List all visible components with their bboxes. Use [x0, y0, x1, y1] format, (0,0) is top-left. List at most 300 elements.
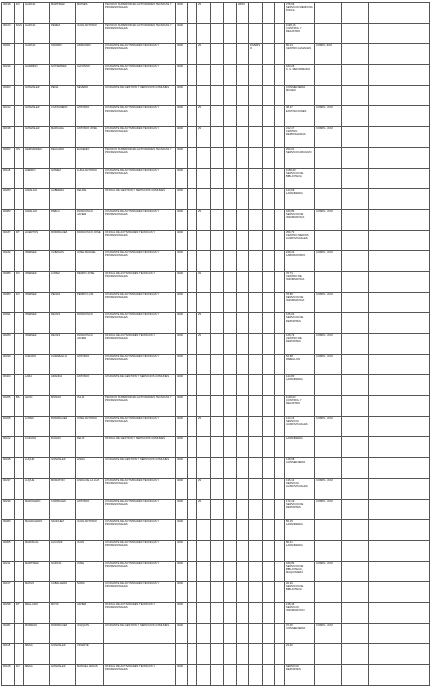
table-cell	[237, 44, 249, 65]
table-cell: ARMANDO	[76, 44, 104, 65]
table-cell: 00083	[2, 209, 15, 230]
table-cell	[237, 623, 249, 644]
table-cell: OFICIAL DE ACTIVIDADES TECNICAS Y PROFESIONALES	[104, 665, 176, 686]
table-cell: DV	[15, 3, 24, 24]
table-row	[2, 209, 430, 230]
table-cell	[285, 499, 315, 520]
table-cell	[211, 354, 224, 375]
amount-value: 212,17	[286, 127, 295, 131]
table-cell	[263, 44, 275, 65]
table-cell	[211, 251, 224, 272]
destination-label: LAVANDERIA	[286, 523, 303, 527]
table-cell	[342, 354, 369, 375]
table-cell	[211, 499, 224, 520]
amount-value: 37,00	[286, 623, 293, 627]
table-cell: AYUDANTE DE ACTIVIDADES TECNICAS Y PROFESIONALES	[104, 561, 176, 582]
table-cell	[369, 458, 430, 479]
table-cell	[285, 230, 315, 251]
table-cell: 4000	[176, 127, 188, 148]
table-cell: MARTINEZ	[50, 3, 76, 24]
table-cell	[188, 230, 197, 251]
table-cell: 00003	[2, 85, 15, 106]
table-cell	[263, 665, 275, 686]
table-cell	[263, 189, 275, 210]
table-cell	[263, 23, 275, 44]
table-cell	[197, 602, 211, 623]
table-cell	[369, 561, 430, 582]
table-cell	[315, 147, 342, 168]
table-row	[2, 65, 430, 86]
table-cell	[188, 23, 197, 44]
table-cell: CARABALLO	[50, 354, 76, 375]
table-cell: CABALLERO	[50, 582, 76, 603]
table-cell	[263, 396, 275, 417]
table-cell	[224, 313, 237, 334]
table-cell	[188, 334, 197, 355]
table-cell: 4000	[176, 189, 188, 210]
table-cell	[237, 602, 249, 623]
table-cell: 4000	[176, 375, 188, 396]
table-cell	[211, 271, 224, 292]
destination-label: SERVICIO DEPORTES	[286, 665, 301, 672]
table-cell	[15, 375, 24, 396]
table-cell	[237, 292, 249, 313]
table-cell	[275, 602, 285, 623]
table-cell	[342, 230, 369, 251]
table-cell	[285, 561, 315, 582]
table-cell	[249, 540, 263, 561]
table-cell: 29	[197, 271, 211, 292]
table-cell: JAVIER	[76, 602, 104, 623]
table-cell	[211, 375, 224, 396]
table-cell	[342, 147, 369, 168]
table-cell	[342, 478, 369, 499]
table-cell: 00083	[2, 292, 15, 313]
table-cell	[224, 127, 237, 148]
table-cell	[224, 375, 237, 396]
destination-label: LABORATORIO	[286, 254, 306, 258]
table-cell	[342, 334, 369, 355]
table-row	[2, 251, 430, 272]
table-cell	[342, 540, 369, 561]
table-cell	[249, 582, 263, 603]
table-cell	[285, 168, 315, 189]
personnel-table	[1, 2, 430, 686]
table-cell: 00298	[2, 602, 15, 623]
table-row	[2, 561, 430, 582]
destination-label: SERVICIO AUDIOVISUALES	[286, 481, 308, 488]
table-row	[2, 665, 430, 686]
table-cell	[342, 602, 369, 623]
table-cell: JULIA	[76, 396, 104, 417]
table-cell: 00065	[2, 540, 15, 561]
table-row	[2, 416, 430, 437]
table-cell: MATAS	[24, 582, 50, 603]
table-cell	[249, 520, 263, 541]
table-cell: 00118	[2, 168, 15, 189]
table-cell: DGS	[15, 23, 24, 44]
table-cell	[15, 85, 24, 106]
table-cell: 00061	[2, 44, 15, 65]
table-cell: 4000	[176, 540, 188, 561]
table-cell	[275, 582, 285, 603]
amount-value: 250,01	[286, 147, 295, 151]
table-cell	[275, 437, 285, 458]
table-cell	[285, 23, 315, 44]
table-cell	[249, 437, 263, 458]
table-cell: 4000	[176, 623, 188, 644]
table-cell	[249, 251, 263, 272]
table-cell	[263, 499, 275, 520]
table-cell: 4000	[176, 334, 188, 355]
table-cell: JOAQUIN	[76, 623, 104, 644]
table-row	[2, 499, 430, 520]
table-cell	[197, 582, 211, 603]
table-cell	[237, 23, 249, 44]
table-cell: LOZANO	[24, 437, 50, 458]
table-cell: COMPL. JCM	[315, 354, 342, 375]
table-cell	[211, 644, 224, 665]
table-cell	[211, 292, 224, 313]
table-cell	[369, 85, 430, 106]
table-row	[2, 644, 430, 665]
table-cell	[197, 623, 211, 644]
table-cell: JIMENEZ	[24, 313, 50, 334]
table-cell: GARCIA	[24, 44, 50, 65]
table-cell	[285, 106, 315, 127]
table-cell	[275, 334, 285, 355]
table-cell	[342, 623, 369, 644]
table-cell	[275, 561, 285, 582]
table-cell	[188, 354, 197, 375]
table-cell	[249, 623, 263, 644]
table-cell	[211, 65, 224, 86]
table-cell	[237, 540, 249, 561]
table-cell	[211, 313, 224, 334]
table-cell	[315, 437, 342, 458]
table-cell	[197, 437, 211, 458]
table-cell: 4000	[176, 665, 188, 686]
table-cell	[197, 23, 211, 44]
destination-label: LAVANDERIA	[286, 543, 303, 547]
table-cell	[15, 106, 24, 127]
table-cell	[369, 313, 430, 334]
table-cell	[237, 230, 249, 251]
table-cell: LINDA DE LA LUZ	[76, 478, 104, 499]
table-cell	[285, 85, 315, 106]
table-cell	[315, 168, 342, 189]
destination-label: CENTRO DE DEPORTES	[286, 337, 302, 344]
table-cell	[275, 540, 285, 561]
table-cell	[188, 540, 197, 561]
table-cell: 00211	[2, 561, 15, 582]
table-cell	[188, 375, 197, 396]
table-cell: AYUDANTE DE ACTIVIDADES TECNICAS Y PROFESIONALES	[104, 354, 176, 375]
table-cell	[188, 44, 197, 65]
table-cell	[249, 271, 263, 292]
amount-value: 125,04	[286, 313, 295, 317]
table-cell	[369, 644, 430, 665]
table-cell	[369, 416, 430, 437]
table-cell	[263, 478, 275, 499]
table-cell	[342, 665, 369, 686]
table-cell	[197, 644, 211, 665]
table-cell	[211, 334, 224, 355]
table-cell	[315, 189, 342, 210]
table-cell: AYUDANTE DE ACTIVIDADES TECNICAS Y PROFESIONALES	[104, 313, 176, 334]
table-cell	[197, 665, 211, 686]
table-cell	[188, 271, 197, 292]
table-cell: MANUEL JESUS	[76, 665, 104, 686]
table-row	[2, 334, 430, 355]
table-cell: MESA	[24, 665, 50, 686]
table-cell	[249, 354, 263, 375]
table-cell	[369, 540, 430, 561]
table-cell: DELGADO	[50, 147, 76, 168]
table-cell	[285, 602, 315, 623]
table-cell	[342, 271, 369, 292]
table-cell	[263, 375, 275, 396]
table-cell	[211, 3, 224, 24]
table-cell: ALCANIZ	[50, 540, 76, 561]
table-cell	[342, 375, 369, 396]
table-cell: ANTONIO JOSE	[76, 127, 104, 148]
table-cell	[263, 251, 275, 272]
table-cell	[249, 416, 263, 437]
table-cell	[15, 478, 24, 499]
table-cell: 4000	[176, 271, 188, 292]
table-cell	[224, 23, 237, 44]
table-cell	[211, 582, 224, 603]
table-cell	[188, 623, 197, 644]
destination-label: SERVICIO MEDICINA FISICA	[286, 6, 313, 13]
table-cell	[249, 292, 263, 313]
table-cell	[275, 271, 285, 292]
table-cell: 00281	[2, 623, 15, 644]
table-cell: 29	[197, 3, 211, 24]
table-cell: MESA	[24, 644, 50, 665]
table-cell: MARTINEZ	[24, 561, 50, 582]
table-cell: ANTONIO	[76, 499, 104, 520]
table-cell	[275, 499, 285, 520]
table-cell	[263, 292, 275, 313]
table-cell	[369, 127, 430, 148]
table-cell: AYUDANTE DE ACTIVIDADES TECNICAS Y PROFESIONALES	[104, 106, 176, 127]
table-cell	[15, 251, 24, 272]
amount-value: 183,86	[286, 209, 295, 213]
table-cell	[263, 354, 275, 375]
destination-label: SERVICIO DE INFORMATICA	[286, 295, 305, 302]
destination-label: LAVANDERIA	[286, 437, 303, 441]
table-cell: 4000	[176, 44, 188, 65]
table-cell	[263, 561, 275, 582]
table-cell	[263, 582, 275, 603]
table-cell	[197, 540, 211, 561]
table-cell	[285, 251, 315, 272]
table-cell: 4000	[176, 230, 188, 251]
table-cell	[15, 354, 24, 375]
table-cell: 00403	[2, 375, 15, 396]
table-cell: 00265	[2, 396, 15, 417]
table-cell: LOPEZ	[24, 416, 50, 437]
table-cell: 00413	[2, 106, 15, 127]
table-cell	[224, 354, 237, 375]
table-cell: MARISCAL	[24, 540, 50, 561]
destination-label: CONSERJERIA	[286, 626, 306, 630]
table-cell: FRANCISCO	[76, 313, 104, 334]
amount-value: 32,29	[286, 582, 293, 586]
table-cell: BS	[15, 396, 24, 417]
table-cell: MOYA	[50, 602, 76, 623]
amount-value: 54,58	[286, 354, 293, 358]
table-cell	[369, 106, 430, 127]
amount-value: 148,68	[286, 458, 295, 462]
table-cell	[224, 209, 237, 230]
table-cell: DV	[15, 292, 24, 313]
table-cell: 00187	[2, 230, 15, 251]
table-cell	[197, 251, 211, 272]
destination-label: CENTRO ALMACEN	[286, 47, 311, 51]
table-cell: TECNICO SUPERIOR EN ACTIVIDADES TECNICAS Y PROFESIONALES	[104, 23, 176, 44]
table-cell	[211, 230, 224, 251]
table-cell: 4000	[176, 85, 188, 106]
table-cell: ARANDA	[50, 375, 76, 396]
table-cell	[275, 520, 285, 541]
table-cell: HIDALGO	[24, 189, 50, 210]
table-cell: 4000	[176, 354, 188, 375]
table-cell	[315, 520, 342, 541]
table-cell	[188, 313, 197, 334]
table-cell	[315, 65, 342, 86]
table-cell: FRANCISCO JAVIER	[76, 209, 104, 230]
amount-value: 55,15	[286, 520, 293, 524]
table-cell	[224, 396, 237, 417]
table-cell	[224, 251, 237, 272]
table-cell	[188, 209, 197, 230]
amount-value: 1198,16	[286, 23, 296, 27]
table-cell	[342, 23, 369, 44]
table-cell: COMPL. JCM	[315, 416, 342, 437]
table-cell	[285, 334, 315, 355]
table-cell	[224, 561, 237, 582]
table-row	[2, 85, 430, 106]
amount-value: 86,41	[286, 540, 293, 544]
table-cell	[211, 416, 224, 437]
table-cell	[369, 23, 430, 44]
table-cell	[249, 665, 263, 686]
table-cell	[249, 499, 263, 520]
amount-value: 144,83	[286, 375, 295, 379]
table-cell: 00091	[2, 313, 15, 334]
table-cell: HERNANDEZ	[24, 147, 50, 168]
table-cell	[249, 189, 263, 210]
table-cell	[188, 106, 197, 127]
table-cell: GARCIA	[50, 561, 76, 582]
table-cell	[369, 251, 430, 272]
table-cell	[369, 292, 430, 313]
table-cell: AYUDANTE DE ACTIVIDADES TECNICAS Y PROFESIONALES	[104, 540, 176, 561]
table-row	[2, 292, 430, 313]
table-cell	[369, 396, 430, 417]
table-cell: PEREZ	[50, 23, 76, 44]
table-cell	[249, 3, 263, 24]
table-cell	[188, 396, 197, 417]
table-cell: 00182	[2, 251, 15, 272]
table-cell: AYUDANTE DE ACTIVIDADES TECNICAS Y PROFESIONALES	[104, 292, 176, 313]
destination-label: SERVICIO DE BIBLIOTECA	[286, 585, 304, 592]
table-cell	[369, 3, 430, 24]
table-cell	[315, 458, 342, 479]
table-cell	[263, 209, 275, 230]
table-cell	[249, 396, 263, 417]
table-cell: 4000	[176, 458, 188, 479]
table-cell: JOSE	[76, 561, 104, 582]
table-cell	[285, 437, 315, 458]
table-cell	[211, 396, 224, 417]
destination-label: PABELLON	[286, 357, 300, 361]
table-cell	[188, 168, 197, 189]
table-row	[2, 44, 430, 65]
table-cell	[263, 437, 275, 458]
table-row	[2, 23, 430, 44]
table-cell: RODRIGUEZ	[50, 416, 76, 437]
table-cell	[275, 189, 285, 210]
table-cell: CORRALES	[50, 499, 76, 520]
table-cell: 00063	[2, 147, 15, 168]
table-cell: FRANCISCO JAVIER	[76, 334, 104, 355]
table-cell: COMPL. JCM	[315, 334, 342, 355]
table-cell: GONZALEZ	[50, 458, 76, 479]
table-cell: 00163	[2, 23, 15, 44]
table-cell	[285, 520, 315, 541]
amount-value: 76,73	[286, 271, 293, 275]
table-cell: AYUDANTE DE GESTION Y SERVICIOS COMUNES	[104, 85, 176, 106]
table-cell	[342, 313, 369, 334]
table-cell	[211, 437, 224, 458]
table-cell	[211, 561, 224, 582]
table-cell: 29	[197, 499, 211, 520]
table-cell: GARRIDO	[24, 65, 50, 86]
table-cell	[275, 458, 285, 479]
table-cell: GARCIA	[24, 3, 50, 24]
table-cell	[237, 458, 249, 479]
table-cell: OFICIAL DE ACTIVIDADES TECNICAS Y PROFESIONALES	[104, 334, 176, 355]
table-row	[2, 313, 430, 334]
table-cell: 00167	[2, 582, 15, 603]
table-cell	[237, 271, 249, 292]
table-cell	[224, 334, 237, 355]
table-cell: MELLADO	[24, 602, 50, 623]
table-cell	[249, 375, 263, 396]
table-cell	[15, 520, 24, 541]
table-cell	[211, 458, 224, 479]
table-cell	[249, 85, 263, 106]
table-cell	[275, 416, 285, 437]
table-cell	[197, 65, 211, 86]
table-cell	[15, 623, 24, 644]
table-cell: COMPL. JCM	[315, 292, 342, 313]
table-cell	[197, 458, 211, 479]
table-cell	[342, 189, 369, 210]
amount-value: 172,19	[286, 499, 295, 503]
table-cell: ANTONIO	[76, 106, 104, 127]
table-cell: JUAN ANTONIO	[76, 520, 104, 541]
table-cell	[249, 65, 263, 86]
table-cell	[188, 416, 197, 437]
table-cell: OFICIAL DE ACTIVIDADES TECNICAS Y PROFESIONALES	[104, 602, 176, 623]
table-cell	[263, 458, 275, 479]
table-cell	[176, 644, 188, 665]
